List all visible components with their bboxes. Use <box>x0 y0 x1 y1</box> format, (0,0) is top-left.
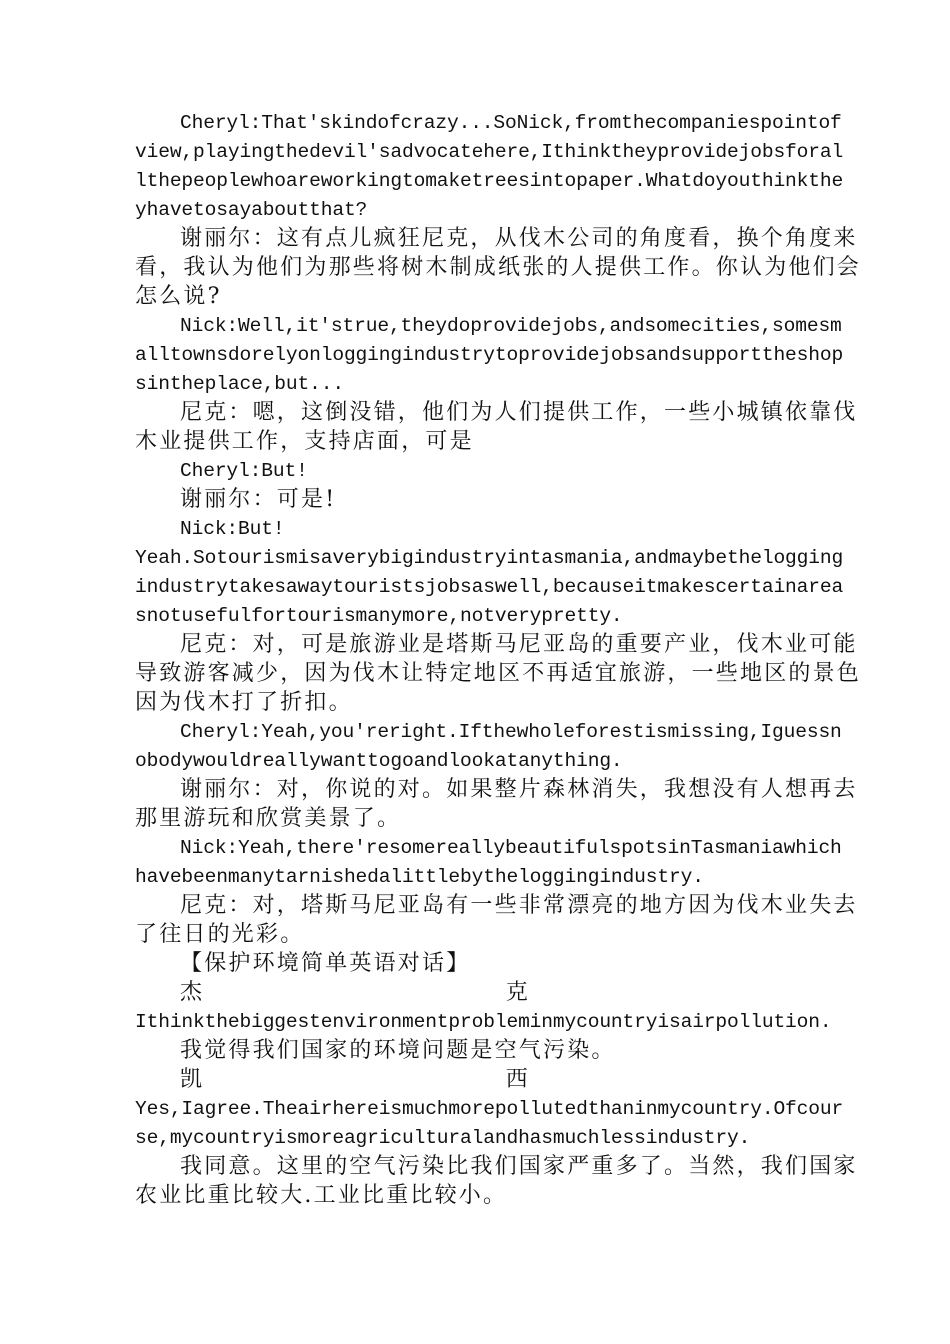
text-line: Yes,Iagree.Theairhereismuchmorepollutedthaninmycountry.Ofcour <box>135 1098 844 1120</box>
speaker-char: 凯 <box>180 1067 205 1092</box>
text-line: 导致游客减少，因为伐木让特定地区不再适宜旅游，一些地区的景色 <box>135 661 862 686</box>
speaker-label <box>180 978 530 1008</box>
text-line: 那里游玩和欣赏美景了。 <box>135 806 402 831</box>
text-line: view,playingthedevil'sadvocatehere,Ithinktheyprovidejobsforal <box>135 141 844 163</box>
text-line: 因为伐木打了折扣。 <box>135 690 353 715</box>
section-heading: 【保护环境简单英语对话】 <box>180 951 471 976</box>
speaker-char: 西 <box>505 1067 530 1092</box>
text-line: 怎么说? <box>135 284 222 309</box>
text-line: Nick:But! <box>180 518 285 540</box>
text-line: havebeenmanytarnishedalittlebytheloggingindustry. <box>135 866 704 888</box>
text-line: Nick:Well,it'strue,theydoprovidejobs,andsomecities,somesm <box>180 315 842 337</box>
speaker-label <box>180 1065 530 1095</box>
text-line: 尼克：嗯，这倒没错，他们为人们提供工作，一些小城镇依靠伐 <box>180 400 858 425</box>
text-line: 看，我认为他们为那些将树木制成纸张的人提供工作。你认为他们会 <box>135 255 862 280</box>
text-line: yhavetosayaboutthat? <box>135 199 368 221</box>
text-line: 农业比重比较大.工业比重比较小。 <box>135 1183 508 1208</box>
text-line: lthepeoplewhoareworkingtomaketreesintopaper.Whatdoyouthinkthe <box>135 170 844 192</box>
text-line: 木业提供工作，支持店面，可是 <box>135 429 474 454</box>
text-line: 尼克：对，塔斯马尼亚岛有一些非常漂亮的地方因为伐木业失去 <box>180 893 858 918</box>
text-line: alltownsdorelyonloggingindustrytoprovidejobsandsupporttheshop <box>135 344 844 366</box>
text-line: obodywouldreallywanttogoandlookatanything. <box>135 750 623 772</box>
text-line: snotusefulfortourismanymore,notverypretty. <box>135 605 623 627</box>
text-line: 谢丽尔：对，你说的对。如果整片森林消失，我想没有人想再去 <box>180 777 858 802</box>
text-line: sintheplace,but... <box>135 373 344 395</box>
text-line: Nick:Yeah,there'resomereallybeautifulspotsinTasmaniawhich <box>180 837 842 859</box>
text-line: se,mycountryismoreagriculturalandhasmuchlessindustry. <box>135 1127 751 1149</box>
text-line: Ithinkthebiggestenvironmentprobleminmycountryisairpollution. <box>135 1011 832 1033</box>
text-line: 尼克：对，可是旅游业是塔斯马尼亚岛的重要产业，伐木业可能 <box>180 632 858 657</box>
text-line: 我同意。这里的空气污染比我们国家严重多了。当然，我们国家 <box>180 1154 858 1179</box>
text-line: industrytakesawaytouristsjobsaswell,becauseitmakescertainarea <box>135 576 844 598</box>
text-line: Cheryl:That'skindofcrazy...SoNick,fromthecompaniespointof <box>180 112 842 134</box>
text-line: 我觉得我们国家的环境问题是空气污染。 <box>180 1038 616 1063</box>
text-line: 谢丽尔：这有点儿疯狂尼克，从伐木公司的角度看，换个角度来 <box>180 226 858 251</box>
speaker-char: 杰 <box>180 980 205 1005</box>
text-line: Cheryl:Yeah,you'reright.Ifthewholeforestismissing,Iguessn <box>180 721 842 743</box>
text-line: 谢丽尔：可是! <box>180 487 337 512</box>
speaker-char: 克 <box>505 980 530 1005</box>
text-line: 了往日的光彩。 <box>135 922 305 947</box>
text-line: Cheryl:But! <box>180 460 308 482</box>
text-line: Yeah.Sotourismisaverybigindustryintasmania,andmaybethelogging <box>135 547 844 569</box>
